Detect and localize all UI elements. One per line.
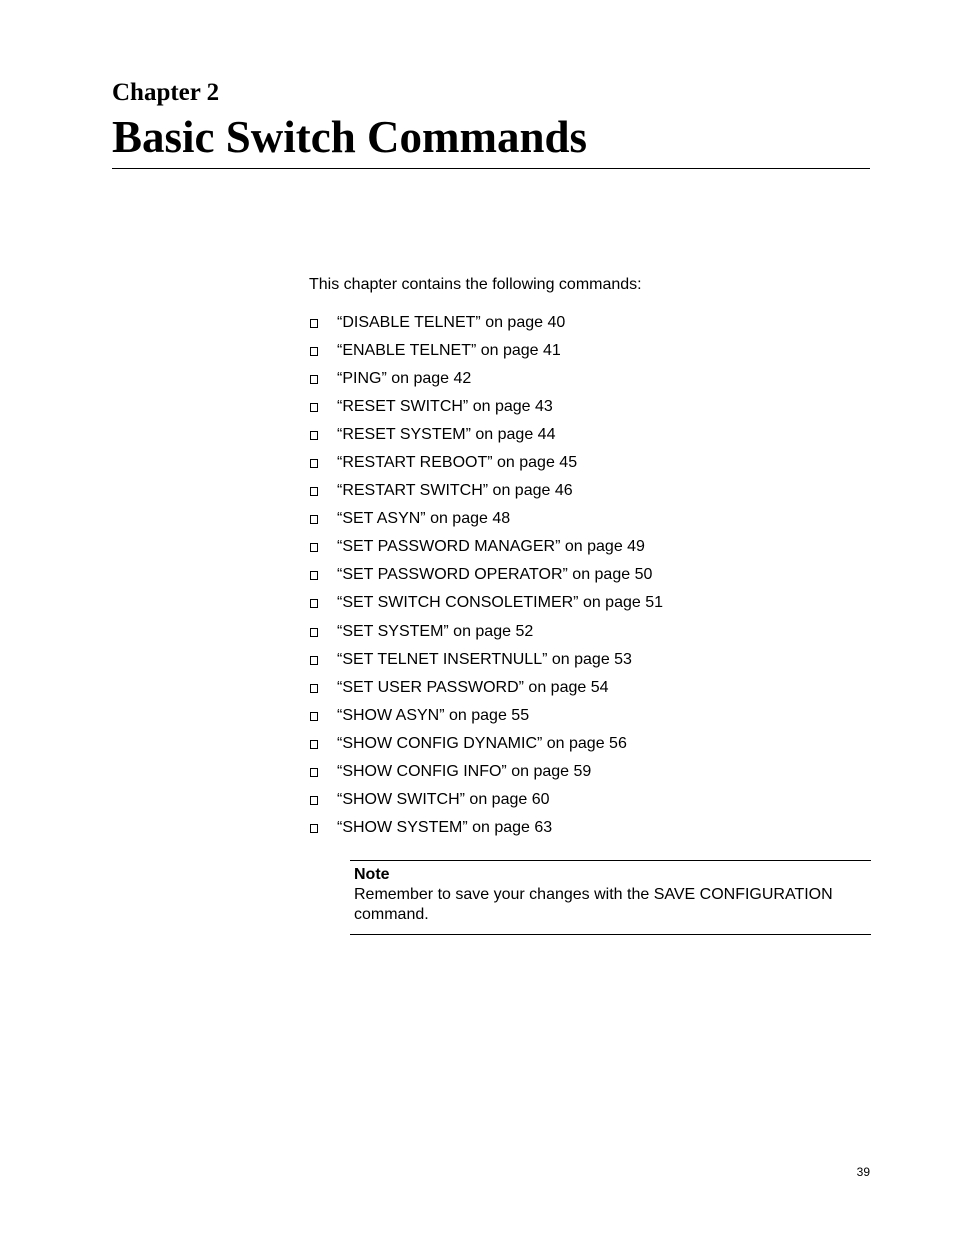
title-divider (112, 168, 870, 169)
command-link[interactable]: “RESTART SWITCH” on page 46 (337, 482, 573, 500)
checkbox-square-icon (309, 817, 320, 839)
checkbox-square-icon (309, 677, 320, 699)
command-link[interactable]: “DISABLE TELNET” on page 40 (337, 314, 566, 331)
list-item (309, 536, 663, 564)
list-item (309, 789, 663, 817)
list-item (309, 677, 663, 705)
checkbox-square-icon (309, 396, 320, 418)
command-link[interactable]: “SET PASSWORD OPERATOR” on page 50 (337, 566, 653, 584)
command-link[interactable]: “RESET SWITCH” on page 43 (337, 398, 553, 416)
list-item (309, 340, 663, 368)
checkbox-square-icon (309, 564, 320, 586)
checkbox-square-icon (309, 621, 320, 643)
checkbox-square-icon (309, 761, 320, 783)
command-link[interactable]: “SHOW CONFIG DYNAMIC” on page 56 (337, 734, 627, 752)
command-link[interactable]: “SET ASYN” on page 48 (337, 510, 511, 528)
note-heading: Note (354, 866, 390, 883)
list-item (309, 592, 663, 620)
list-item (309, 733, 663, 761)
checkbox-square-icon (309, 312, 320, 334)
list-item (309, 396, 663, 424)
chapter-title: Basic Switch Commands (112, 112, 588, 162)
command-link[interactable]: “PING” on page 42 (337, 370, 472, 388)
note-text: Remember to save your changes with the SAVE CONFIGURATION command. (354, 886, 833, 923)
intro-paragraph: This chapter contains the following commands: (309, 276, 642, 293)
checkbox-square-icon (309, 592, 320, 614)
checkbox-square-icon (309, 789, 320, 811)
command-link[interactable]: “SET USER PASSWORD” on page 54 (337, 678, 609, 696)
command-link[interactable]: “SET TELNET INSERTNULL” on page 53 (337, 650, 632, 668)
list-item (309, 564, 663, 592)
command-link[interactable]: “SHOW SWITCH” on page 60 (337, 790, 550, 808)
checkbox-square-icon (309, 480, 320, 502)
command-link[interactable]: “ENABLE TELNET” on page 41 (337, 342, 561, 360)
list-item (309, 368, 663, 396)
command-link[interactable]: “SHOW ASYN” on page 55 (337, 706, 530, 724)
checkbox-square-icon (309, 368, 320, 390)
command-link[interactable]: “SHOW CONFIG INFO” on page 59 (337, 762, 592, 780)
list-item (309, 452, 663, 480)
note-box (350, 860, 871, 935)
list-item (309, 621, 663, 649)
command-link[interactable]: “RESET SYSTEM” on page 44 (337, 426, 556, 444)
list-item (309, 312, 663, 340)
command-link[interactable]: “SHOW SYSTEM” on page 63 (337, 818, 553, 836)
checkbox-square-icon (309, 733, 320, 755)
list-item (309, 649, 663, 677)
checkbox-square-icon (309, 705, 320, 727)
list-item (309, 817, 663, 845)
list-item (309, 480, 663, 508)
checkbox-square-icon (309, 649, 320, 671)
checkbox-square-icon (309, 536, 320, 558)
checkbox-square-icon (309, 452, 320, 474)
checkbox-square-icon (309, 508, 320, 530)
command-list (309, 312, 663, 845)
list-item (309, 761, 663, 789)
checkbox-square-icon (309, 340, 320, 362)
command-link[interactable]: “SET SWITCH CONSOLETIMER” on page 51 (337, 594, 664, 612)
list-item (309, 508, 663, 536)
command-link[interactable]: “RESTART REBOOT” on page 45 (337, 454, 578, 472)
command-link[interactable]: “SET PASSWORD MANAGER” on page 49 (337, 538, 645, 556)
command-link[interactable]: “SET SYSTEM” on page 52 (337, 622, 534, 640)
chapter-label: Chapter 2 (112, 79, 220, 106)
list-item (309, 705, 663, 733)
checkbox-square-icon (309, 424, 320, 446)
page-number: 39 (856, 1165, 870, 1179)
list-item (309, 424, 663, 452)
